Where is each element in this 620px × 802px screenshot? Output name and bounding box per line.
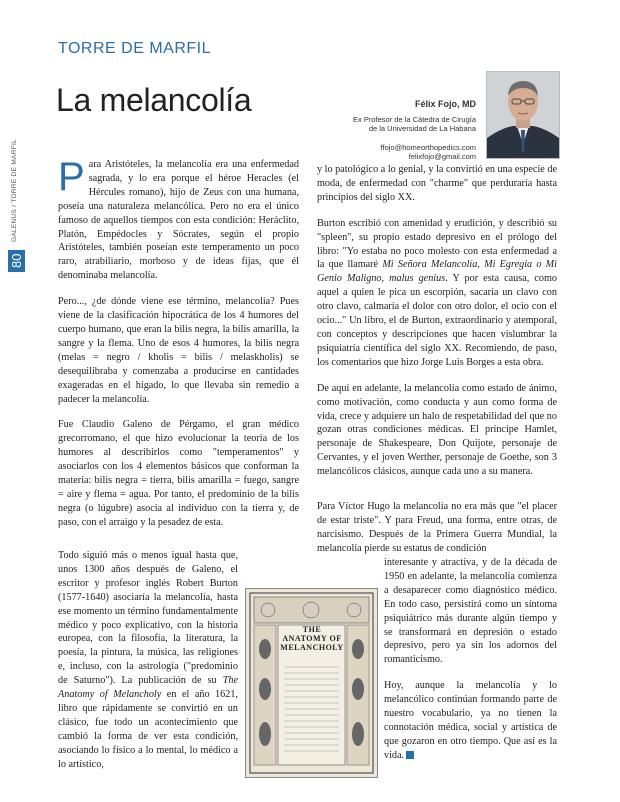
author-portrait (486, 71, 560, 159)
column-left (58, 155, 299, 542)
author-email-2: felixfojo@gmail.com (408, 152, 476, 161)
author-block (353, 100, 476, 162)
end-of-article-mark (406, 751, 414, 759)
paragraph: Pero..., ¿de dónde viene ese término, melancolía? Pues viene de la clasificación hipocrática de los 4 humores del cuerpo humano, que eran la bilis negra, la bilis amarilla, la sangre y la flema. Uno de esos 4 humores, la bilis negra (melas = negro / kholis = bilis / melaskholis) se desequilibraba y comenzaba a producirse en cantidades exageradas en el hígado, lo que llevaba sin remedio a padecer la melancolía. (58, 296, 299, 405)
book-title-italic: The Anatomy of Melancholy (58, 675, 238, 701)
section-title: TORRE DE MARFIL (58, 40, 211, 57)
paragraph: Para Aristóteles, la melancolía era una enfermedad sagrada, y lo era porque el héroe Heracles (el Hércules romano), hijo de Zeus con una humana, poseía una naturaleza melancólica. Pero no era el único famoso de aquellos tiempos con esta condición: Heráclito, Platón, Empédocles y Sócrates, según el propio Aristóteles, también poseían este temperamento un poco raro, atrabiliario, morboso y de ideas fijas, que él denominaba melancolía. (58, 155, 299, 282)
paragraph: Para Víctor Hugo la melancolía no era más que "el placer de estar triste". Y para Freud, una forma, entre otras, de narcisismo. Después de la Primera Guerra Mundial, la melancolía pierde su estatus de condición (317, 501, 557, 554)
book-cover-title: THE ANATOMY OF MELANCHOLY (280, 625, 344, 652)
quote-italic: Mi Señora Melancolía, Mi Egregia o Mi Genio Maligno, malus genius (317, 259, 557, 285)
author-affiliation-1: Ex Profesor de la Cátedra de Cirugía (353, 114, 476, 124)
paragraph: De aquí en adelante, la melancolía como estado de ánimo, como motivación, como conducta y aun como forma de vida, crece y adquiere un halo de respetabilidad del que no gozan otras condiciones médicas. El príncipe Hamlet, personaje de Shakespeare, Don Quijote, personaje de Cervantes, y el joven Werther, personaje de Goethe, son 3 melancólicos clásicos, aunque cada uno a su manera. (317, 382, 557, 478)
book-cover-illustration (245, 588, 378, 778)
page-number: 80 (9, 253, 24, 269)
author-name: Félix Fojo, MD (414, 99, 476, 109)
paragraph-wrapped: Todo siguió más o menos igual hasta que, unos 1300 años después de Galeno, el escritor y profesor inglés Robert Burton (1577-1640) asociaría la melancolía, hasta ese momento un término fundamentalmente médico y poco explicativo, con la historia europea, con la filosofía, la literatura, la poesía, la pintura, la música, las religiones e, incluso, con la astrología ("predominio de Saturno"). La publicación de su The Anatomy of Melancholy en el año 1621, libro que rápidamente se convirtió en un clásico, fue todo un acontecimiento que cambió la forma de ver esta condición, asociando lo físico a lo mental, lo médico a lo artístico, (58, 550, 238, 770)
paragraph: Burton escribió con amenidad y erudición, y describió su "spleen", su propio estado depresivo en el prólogo del libro: "Yo estaba no poco molesto con esta enfermedad a la que llamaré Mi Señora Melancolía, Mi Egregia o Mi Genio Maligno, malus genius. Y por esta causa, como aquel a quien le pica un escorpión, sacaría un clavo con otro clavo, calmaría el dolor con otro dolor, el ocio con el ocio..." Un libro, el de Burton, extraordinario y atemporal, con conceptos y descripciones que hacen vislumbrar la psiquiatría científica del siglo XX. Recomiendo, de paso, los comentarios que hizo Jorge Luis Borges a esta obra. (317, 217, 558, 368)
paragraph: Hoy, aunque la melancolía y lo melancólico continúan formando parte de nuestro vocabulario, ya no tienen la connotación médica, social y artística de que gozaron en otro tiempo. Que así es la vida. (384, 680, 557, 761)
column-right (317, 163, 557, 491)
paragraph: y lo patológico a lo genial, y la convirtió en una especie de moda, de enfermedad con "charme" que perduraría hasta principios del siglo XX. (317, 164, 557, 203)
author-email-1: ffojo@homeorthopedics.com (380, 142, 476, 152)
paragraph: Fue Claudio Galeno de Pérgamo, el gran médico grecorromano, el que hizo evolucionar la teoría de los humores al describirlos como "temperamentos" y asociarlos con los 4 elementos básicos que conforman la materia: bilis negra = tierra, bilis amarilla = fuego, sangre = aire y flema = agua. Por tanto, el predominio de la bilis negra (o lúgubre) asocia al individuo con la tierra y, de paso, con el arraigo y la pesadez de esta. (58, 419, 299, 528)
drop-cap: P (58, 155, 85, 199)
paragraph-wrapped (384, 556, 557, 763)
article-title: La melancolía (56, 82, 252, 118)
paragraph: interesante y atractiva, y de la década de 1950 en adelante, la melancolía comienza a desaparecer como diagnóstico médico. En todo caso, persistirá como un síntoma psiquiátrico más durante algún tiempo y se transformará en depresión o estado depresivo, pero ya sin los adornos del romanticismo. (384, 557, 557, 666)
author-affiliation-2: de la Universidad de La Habana (368, 124, 476, 133)
running-head: GALENUS / TORRE DE MARFIL (11, 139, 18, 242)
